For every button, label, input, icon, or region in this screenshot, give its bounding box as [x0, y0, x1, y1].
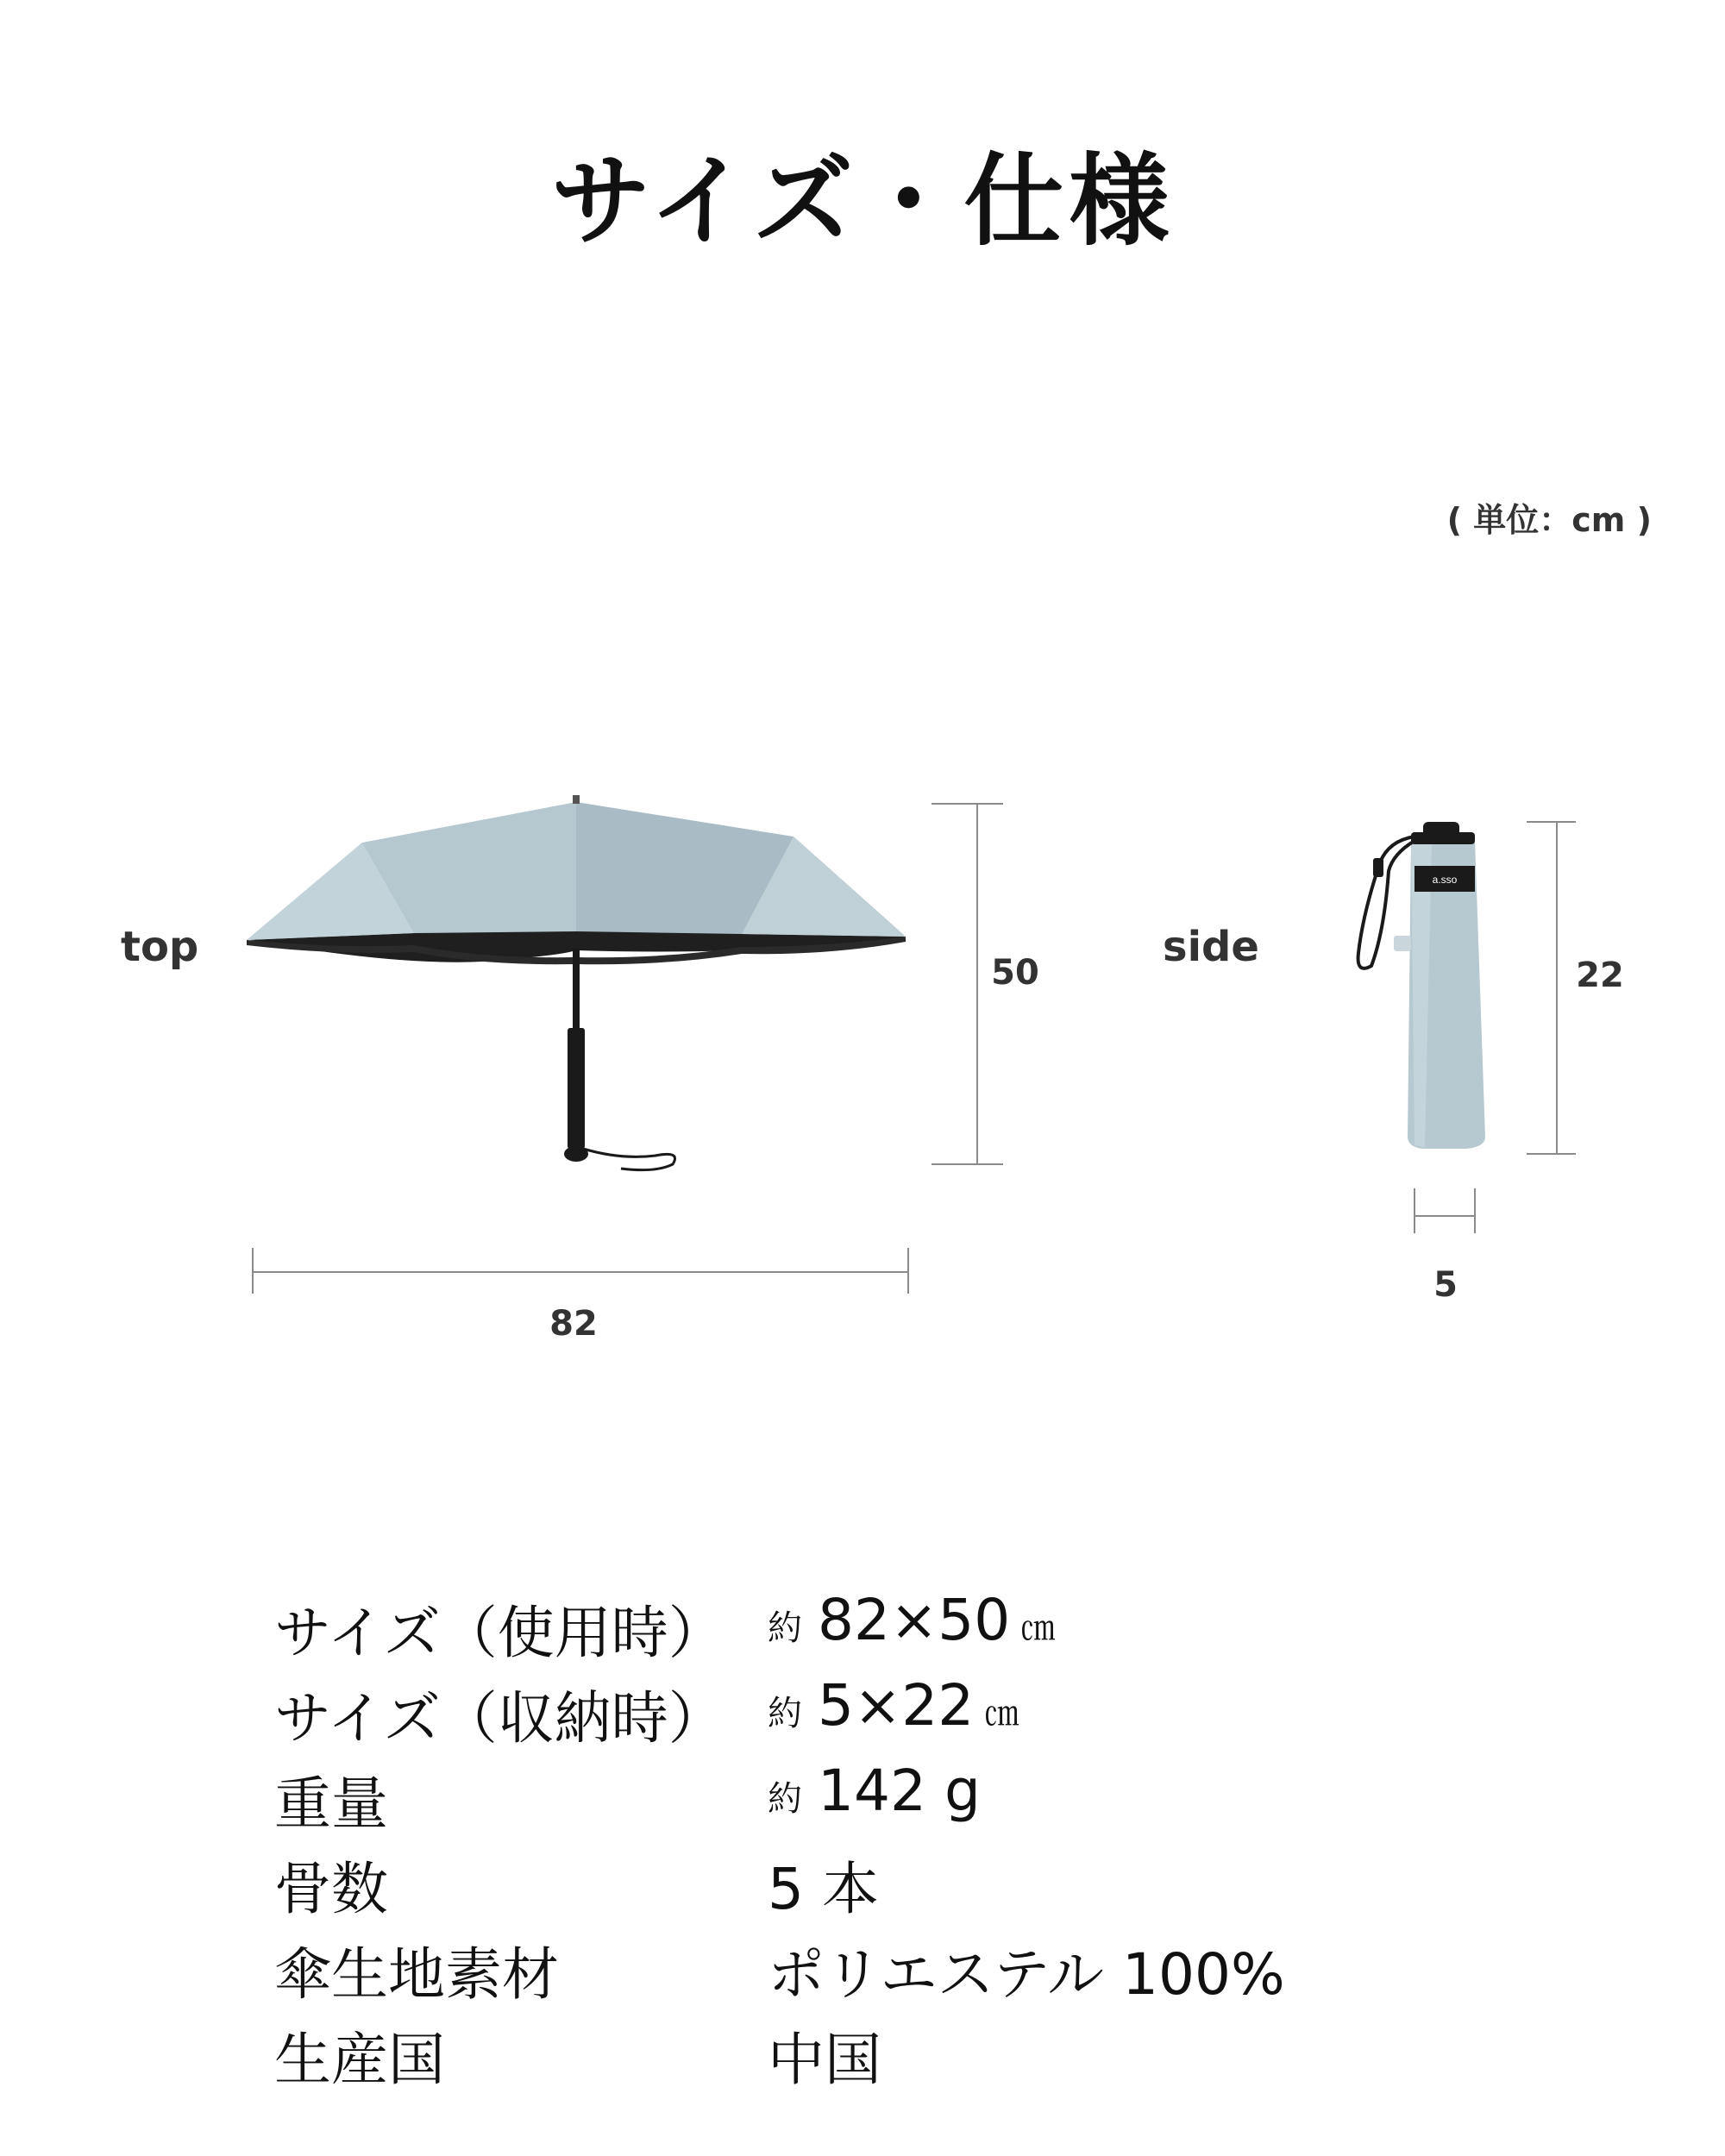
spec-prefix: 約 [768, 1608, 802, 1648]
spec-label: サイズ（使用時） [274, 1600, 725, 1666]
brand-label: a.sso [1432, 874, 1458, 886]
spec-prefix: 約 [768, 1779, 802, 1819]
spec-unit: ㎝ [1020, 1608, 1056, 1648]
spec-value: ポリエステル 100% [768, 1941, 1285, 2008]
top-height-dimension: 50 [991, 953, 1039, 993]
spec-unit: ㎝ [984, 1694, 1019, 1733]
spec-label: 骨数 [274, 1856, 388, 1922]
spec-number: 5×22 [818, 1672, 975, 1739]
spec-value: 5 本 [768, 1856, 879, 1922]
spec-label: 傘生地素材 [274, 1941, 559, 2008]
top-width-dimension: 82 [549, 1304, 598, 1344]
spec-value [768, 1672, 1019, 1739]
side-view-label: side [1163, 923, 1259, 971]
spec-value [768, 1758, 981, 1824]
side-width-dimension: 5 [1433, 1265, 1458, 1305]
spec-prefix: 約 [768, 1694, 802, 1733]
spec-number: 82×50 [818, 1587, 1011, 1653]
top-view-label: top [121, 923, 199, 971]
spec-value [768, 1587, 1055, 1653]
page-title: サイズ・仕様 [550, 143, 1175, 260]
spec-label: 重量 [274, 1771, 388, 1837]
folded-umbrella-image [1358, 822, 1485, 1149]
unit-note: ( 単位：cm ) [1446, 501, 1652, 539]
spec-number: 142 g [818, 1758, 981, 1824]
spec-value: 中国 [768, 2027, 881, 2093]
side-height-dimension: 22 [1576, 956, 1624, 995]
spec-label: サイズ（収納時） [274, 1685, 725, 1752]
spec-label: 生産国 [274, 2027, 445, 2093]
open-umbrella-image [247, 795, 906, 1170]
